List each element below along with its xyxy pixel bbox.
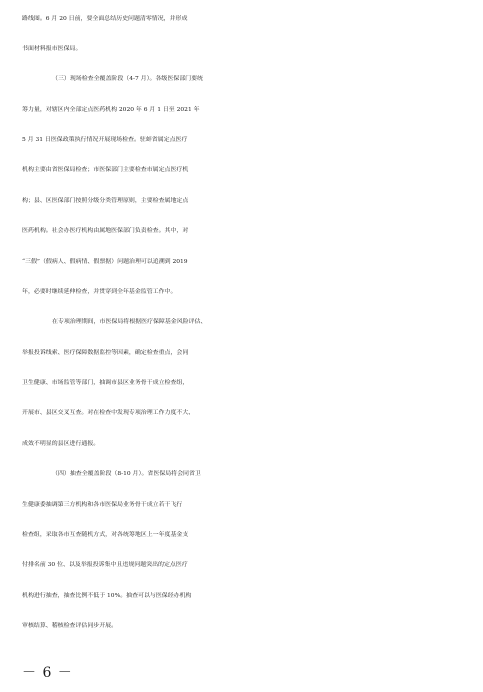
text-line: 构；县、区医保部门按照分级分类管理原则，主要检查属地定点	[22, 197, 189, 204]
text-line: 机构主要由省医保局检查；市医保部门主要检查市属定点医疗机	[22, 166, 189, 173]
text-line: 举报投诉线索、医疗保障数据监控等因素，确定检查重点，会同	[22, 349, 189, 356]
text-line: 机构进行抽查，抽查比例不低于 10%。抽查可以与医保经办机构	[22, 592, 192, 599]
text-line: 审核结算、稽核检查评估同步开展。	[22, 622, 118, 629]
text-line: 开展市、县区交叉互查。对在检查中发现专项治理工作力度不大、	[22, 409, 195, 416]
text-line: 5 月 31 日医保政策执行情况开展现场检查。驻蚌省属定点医疗	[22, 136, 188, 143]
text-line: 成效不明显的县区进行通报。	[22, 440, 100, 447]
text-line: 路线图。6 月 20 日前，要全面总结历史问题清零情况，并形成	[22, 15, 188, 22]
text-line: 卫生健康、市场监管等部门，抽调市县区业务骨干成立检查组，	[22, 379, 189, 386]
section-heading-4-line: （四）抽查全覆盖阶段（8-10 月）。省医保局将会同省卫	[52, 470, 201, 477]
text-line: 生健康委抽调第三方机构和各市医保局业务骨干成立若干飞行	[22, 501, 183, 508]
text-line: “三假”（假病人、假病情、假票据）问题治理可以追溯到 2019	[22, 258, 188, 265]
text-line: 付排名前 30 位、以及举报投诉集中且违规问题突出的定点医疗	[22, 561, 188, 568]
text-line: 书面材料报市医保局。	[22, 45, 82, 52]
page-number: － 6 －	[22, 665, 73, 681]
section-heading-3-line: （三）现场检查全覆盖阶段（4-7 月）。各级医保部门要统	[52, 75, 203, 82]
text-line: 医药机构。社会办医疗机构由属地医保部门负责检查。其中，对	[22, 227, 189, 234]
text-line: 筹力量，对辖区内全部定点医药机构 2020 年 6 月 1 日至 2021 年	[22, 106, 200, 113]
text-line: 年，必要时继续延伸检查，并贯穿到全年基金监管工作中。	[22, 288, 177, 295]
text-line: 检查组，采取各市互查随机方式，对各统筹地区上一年度基金支	[22, 531, 189, 538]
paragraph-first-line: 在专项治理期间，市医保局将根据医疗保障基金风险评估、	[52, 318, 207, 325]
